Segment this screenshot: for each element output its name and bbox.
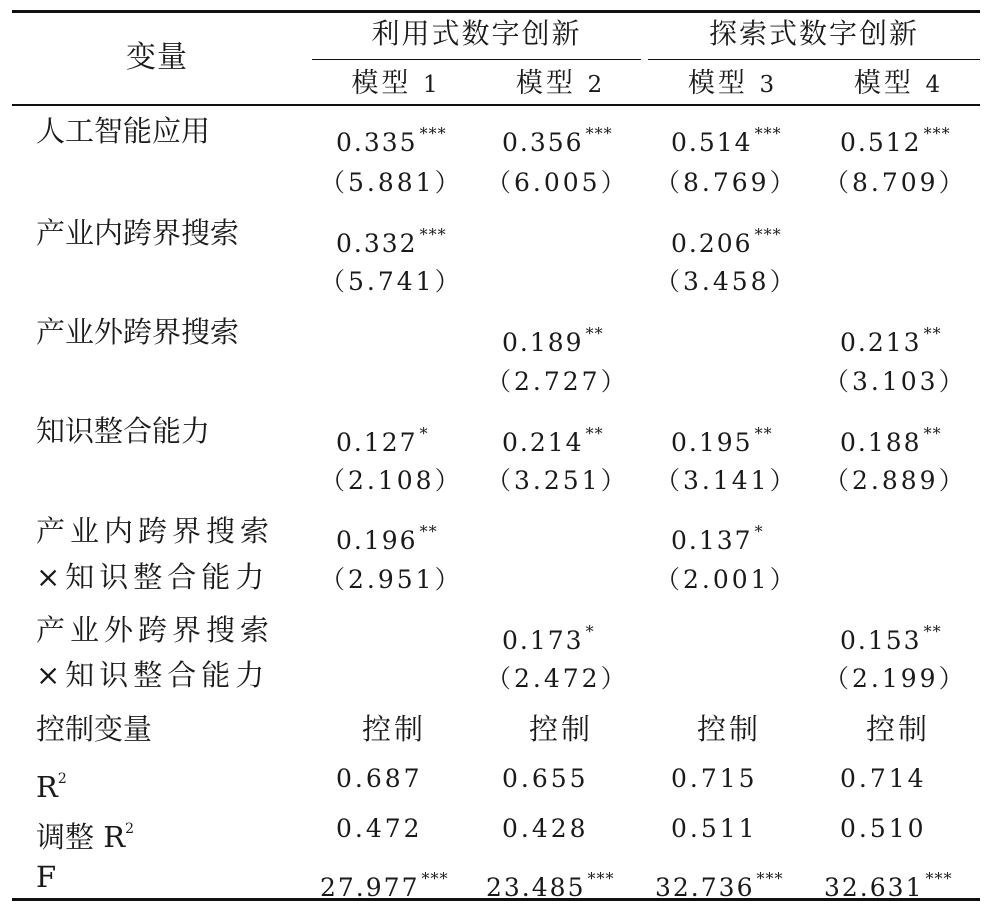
tstat-ai-m2: （6.005） [486,168,629,197]
header-model-4 [814,64,980,104]
control-m3: 控制 [697,712,762,746]
r2-m4: 0.714 [840,764,927,793]
model-2-text: 模型 [515,68,576,99]
tstat-ai-m4: （8.709） [824,168,967,197]
group1-underline [312,59,641,60]
row-label-outside-search: 产业外跨界搜索 [36,315,240,349]
coef-value: 0.137 [671,526,753,555]
coef-value: 0.188 [840,428,922,457]
significance-stars: *** [754,225,782,244]
significance-stars: *** [421,869,449,888]
significance-stars: * [585,622,595,641]
coef-ai-m4 [840,114,951,157]
r2-m3: 0.715 [671,764,758,793]
control-m1: 控制 [362,712,427,746]
coef-value: 0.153 [840,626,922,655]
coef-knowledge-m3 [671,414,773,457]
f-m3 [655,859,784,902]
tstat-outside-m2: （2.727） [486,367,629,396]
tstat-outside-m4: （3.103） [824,367,967,396]
coef-value: 0.196 [336,526,418,555]
r2-label-superscript: 2 [57,771,67,787]
f-m1 [320,859,449,902]
significance-stars: *** [925,869,953,888]
significance-stars: *** [923,124,951,143]
tstat-knowledge-m4: （2.889） [824,466,967,495]
row-label-inside-interaction-line2: ×知识整合能力 [36,560,270,594]
row-label-inside-interaction-line1: 产业内跨界搜索 [36,514,275,548]
adj-r2-m4: 0.510 [840,814,927,843]
r2-m1: 0.687 [336,764,423,793]
model-3-num: 3 [759,72,775,98]
f-value: 32.736 [655,873,755,902]
coef-knowledge-m2 [502,414,604,457]
header-bottom-rule [12,104,980,106]
coef-value: 0.335 [336,128,418,157]
row-label-knowledge: 知识整合能力 [36,414,211,448]
coef-value: 0.195 [671,428,753,457]
tstat-inside-m3: （3.458） [655,267,798,296]
adj-r2-m3: 0.511 [671,814,758,843]
significance-stars: *** [756,869,784,888]
coef-value: 0.173 [502,626,584,655]
coef-value: 0.127 [336,428,418,457]
significance-stars: *** [754,124,782,143]
adj-r2-label-superscript: 2 [125,821,134,837]
header-variable: 变量 [126,40,188,75]
coef-ai-m3 [671,114,782,157]
significance-stars: *** [587,869,615,888]
row-label-adj-r2 [36,809,134,854]
coef-value: 0.213 [840,328,922,357]
tstat-inside-m1: （5.741） [320,267,463,296]
tstat-knowledge-m3: （3.141） [655,466,798,495]
row-label-inside-search: 产业内跨界搜索 [36,216,240,250]
coef-inter-inside-m1 [336,512,438,555]
significance-stars: * [754,522,764,541]
significance-stars: *** [419,225,447,244]
significance-stars: ** [585,324,604,343]
coef-ai-m1 [336,114,447,157]
significance-stars: ** [923,324,942,343]
row-label-r2 [36,759,67,804]
coef-outside-m4 [840,314,942,357]
model-3-text: 模型 [687,68,748,99]
f-value: 27.977 [320,873,420,902]
header-model-2 [477,64,641,104]
coef-value: 0.332 [336,229,418,258]
model-4-text: 模型 [853,68,914,99]
coef-inside-m3 [671,215,782,258]
coef-value: 0.356 [502,128,584,157]
significance-stars: *** [585,124,613,143]
coef-value: 0.214 [502,428,584,457]
f-value: 23.485 [486,873,586,902]
coef-inter-inside-m3 [671,512,764,555]
model-4-num: 4 [925,72,941,98]
coef-value: 0.206 [671,229,753,258]
coef-inside-m1 [336,215,447,258]
control-m4: 控制 [866,712,931,746]
coef-value: 0.512 [840,128,922,157]
tstat-ai-m1: （5.881） [320,168,463,197]
f-m2 [486,859,615,902]
f-m4 [824,859,953,902]
significance-stars: ** [585,424,604,443]
tstat-inter-outside-m2: （2.472） [486,664,629,693]
tstat-inter-inside-m1: （2.951） [320,565,463,594]
coef-inter-outside-m2 [502,612,595,655]
adj-r2-label-text: 调整 R [36,820,126,854]
row-label-ai: 人工智能应用 [36,114,211,148]
control-m2: 控制 [529,712,594,746]
tstat-knowledge-m2: （3.251） [486,466,629,495]
coef-inter-outside-m4 [840,612,942,655]
row-label-f: F [36,860,57,894]
significance-stars: ** [923,622,942,641]
tstat-inter-outside-m4: （2.199） [824,664,967,693]
table-top-rule [12,10,980,13]
r2-m2: 0.655 [502,764,589,793]
group2-underline [648,59,980,60]
significance-stars: *** [419,124,447,143]
r2-label-text: R [36,770,58,804]
adj-r2-m1: 0.472 [336,814,423,843]
model-1-num: 1 [422,72,438,98]
adj-r2-m2: 0.428 [502,814,589,843]
coef-ai-m2 [502,114,613,157]
row-label-outside-interaction-line2: ×知识整合能力 [36,658,270,692]
row-label-outside-interaction-line1: 产业外跨界搜索 [36,613,275,647]
row-label-control: 控制变量 [36,712,153,746]
coef-value: 0.189 [502,328,584,357]
model-1-text: 模型 [351,68,412,99]
f-value: 32.631 [824,873,924,902]
header-model-3 [648,64,814,104]
header-group-explorative: 探索式数字创新 [708,17,919,50]
header-group-exploitative: 利用式数字创新 [371,17,582,50]
significance-stars: ** [419,522,438,541]
significance-stars: ** [923,424,942,443]
tstat-inter-inside-m3: （2.001） [655,565,798,594]
significance-stars: * [419,424,429,443]
significance-stars: ** [754,424,773,443]
header-model-1 [312,64,477,104]
coef-value: 0.514 [671,128,753,157]
tstat-ai-m3: （8.769） [655,168,798,197]
tstat-knowledge-m1: （2.108） [320,466,463,495]
coef-outside-m2 [502,314,604,357]
coef-knowledge-m4 [840,414,942,457]
coef-knowledge-m1 [336,414,429,457]
model-2-num: 2 [587,72,603,98]
